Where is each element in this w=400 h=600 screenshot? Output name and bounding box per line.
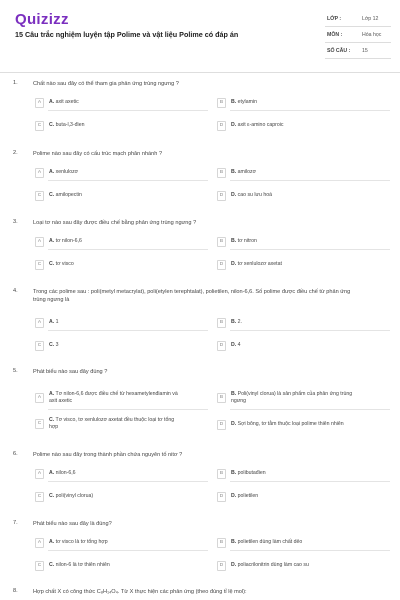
option-letter: B. (231, 169, 237, 175)
option-box[interactable]: B (217, 469, 226, 479)
option-box[interactable]: A (35, 469, 44, 479)
question-text: Hợp chất X có công thức C₈H₁₄O₄. Từ X thực hiện các phản ứng (theo đúng tỉ lệ mol): (33, 589, 247, 595)
option-box[interactable]: D (217, 420, 226, 430)
option-letter: A. (49, 319, 55, 325)
option-box[interactable]: D (217, 191, 226, 201)
question-number: 6. (13, 451, 18, 457)
question-number: 5. (13, 368, 18, 374)
option-letter: D. (231, 192, 237, 198)
question-number: 7. (13, 520, 18, 526)
option-box[interactable]: B (217, 318, 226, 328)
question-text: Trong các polime sau : poli(metyl metacrylat), poli(etylen terephtalat), polietilen, nilon-6,6. Số polime được điều chế từ phản ứng trùng ngưng là (33, 289, 351, 303)
option-letter: A. (49, 99, 55, 105)
option-text: Tơ nilon-6,6 được điều chế từ hexametylenđiamin và axit axetic (49, 391, 178, 404)
option-letter: A. (49, 470, 55, 476)
option-divider (230, 330, 390, 331)
document-title: 15 Câu trắc nghiệm luyện tập Polime và vật liệu Polime có đáp án (15, 30, 239, 39)
question-number: 8. (13, 588, 18, 594)
option-text: 3 (55, 342, 59, 348)
grade-label: LỚP : (327, 16, 342, 22)
option-letter: B. (231, 319, 237, 325)
option-text: amilozơ (237, 169, 257, 175)
option-letter: B. (231, 99, 237, 105)
option-text: Sợi bông, tơ tằm thuộc loại polime thiên nhiên (237, 421, 344, 427)
option-letter: D. (231, 342, 237, 348)
option-box[interactable]: A (35, 538, 44, 548)
option-text: Tơ visco, tơ xenlulozơ axetat đều thuộc loại tơ tổng hợp (49, 417, 175, 430)
option-text: etylamin (237, 99, 257, 105)
option-box[interactable]: C (35, 419, 44, 429)
option-letter: C. (49, 192, 55, 198)
option-text: axit ε-amino caproic (237, 122, 284, 128)
option-box[interactable]: C (35, 121, 44, 131)
option-divider (48, 180, 208, 181)
question-number: 3. (13, 219, 18, 225)
option-box[interactable]: A (35, 393, 44, 403)
subject-label: MÔN : (327, 32, 343, 38)
question-count-label: SỐ CÂU : (327, 48, 351, 54)
option-divider (230, 110, 390, 111)
option-divider (48, 481, 208, 482)
option-divider (48, 110, 208, 111)
option-text: 4 (237, 342, 241, 348)
option-divider (48, 550, 208, 551)
option-letter: B. (231, 391, 237, 397)
option-divider (230, 481, 390, 482)
option-box[interactable]: C (35, 260, 44, 270)
subject-row (325, 28, 391, 43)
option-text: tơ nilon-6,6 (55, 238, 82, 244)
option-letter: C. (49, 342, 55, 348)
option-box[interactable]: C (35, 341, 44, 351)
option-box[interactable]: D (217, 561, 226, 571)
question-number: 1. (13, 80, 18, 86)
option-box[interactable]: C (35, 492, 44, 502)
option-letter: D. (231, 421, 237, 427)
option-letter: A. (49, 539, 55, 545)
option-box[interactable]: D (217, 260, 226, 270)
question-number: 2. (13, 150, 18, 156)
option-letter: A. (49, 169, 55, 175)
option-divider (230, 180, 390, 181)
option-letter: A. (49, 238, 55, 244)
option-letter: C. (49, 261, 55, 267)
option-divider (230, 409, 390, 410)
option-divider (48, 409, 208, 410)
option-text: poliacrilonitrin dùng làm cao su (237, 562, 309, 568)
option-text: polietilen dùng làm chất dẻo (237, 539, 303, 545)
option-box[interactable]: B (217, 168, 226, 178)
option-text: nilon-6 là tơ thiên nhiên (55, 562, 110, 568)
option-text: Poli(vinyl clorua) là sản phẩm của phản ứng trùng ngưng (231, 391, 353, 404)
option-text: tơ nitron (237, 238, 257, 244)
grade-value: Lớp 12 (362, 16, 379, 22)
option-text: nilon-6,6 (55, 470, 76, 476)
option-letter: C. (49, 122, 55, 128)
option-text: axit axetic (55, 99, 79, 105)
option-text: 2. (237, 319, 242, 325)
option-letter: C. (49, 562, 55, 568)
option-letter: C. (49, 417, 55, 423)
option-letter: B. (231, 539, 237, 545)
option-text: buta-l,3-đien (55, 122, 85, 128)
option-box[interactable]: A (35, 237, 44, 247)
option-box[interactable]: B (217, 98, 226, 108)
option-text: amilopectin (55, 192, 82, 198)
question-text: Phát biểu nào sau đây đúng ? (33, 369, 108, 375)
subject-value: Hóa học (362, 32, 382, 38)
question-text: Loại tơ nào sau đây được điều chế bằng phản ứng trùng ngưng ? (33, 220, 197, 226)
option-box[interactable]: A (35, 98, 44, 108)
option-text: xenlulozơ (55, 169, 79, 175)
option-letter: D. (231, 493, 237, 499)
question-text: Polime nào sau đây có cấu trúc mạch phân nhánh ? (33, 151, 163, 157)
quizizz-logo: Quizizz (15, 11, 69, 28)
question-text: Phát biểu nào sau đây là đúng? (33, 521, 112, 527)
option-letter: D. (231, 122, 237, 128)
option-box[interactable]: B (217, 538, 226, 548)
option-box[interactable]: B (217, 393, 226, 403)
option-divider (230, 249, 390, 250)
option-box[interactable]: A (35, 318, 44, 328)
option-text: tơ visco (55, 261, 74, 267)
option-divider (230, 550, 390, 551)
grade-row (325, 12, 391, 27)
question-number: 4. (13, 288, 18, 294)
option-box[interactable]: B (217, 237, 226, 247)
header-divider (0, 72, 400, 73)
option-text: polibutađien (237, 470, 266, 476)
option-box[interactable]: A (35, 168, 44, 178)
option-letter: C. (49, 493, 55, 499)
option-letter: D. (231, 562, 237, 568)
option-divider (48, 249, 208, 250)
option-letter: B. (231, 470, 237, 476)
option-text: cao su lưu hoá (237, 192, 272, 198)
option-divider (48, 330, 208, 331)
option-box[interactable]: D (217, 492, 226, 502)
option-letter: A. (49, 391, 55, 397)
document-header (0, 0, 400, 72)
option-text: tơ xenlulozơ axetat (237, 261, 282, 267)
option-text: polietilen (237, 493, 259, 499)
question-text: Polime nào sau đây trong thành phần chứa nguyên tố nitơ ? (33, 452, 183, 458)
option-text: poli(vinyl clorua) (55, 493, 94, 499)
option-letter: D. (231, 261, 237, 267)
question-count-row (325, 44, 391, 59)
option-box[interactable]: D (217, 121, 226, 131)
option-box[interactable]: C (35, 191, 44, 201)
question-count-value: 15 (362, 48, 368, 54)
option-box[interactable]: C (35, 561, 44, 571)
question-text: Chất nào sau đây có thể tham gia phản ứng trùng ngưng ? (33, 81, 179, 87)
option-text: 1 (55, 319, 59, 325)
option-letter: B. (231, 238, 237, 244)
option-text: tơ visco là tơ tổng hợp (55, 539, 108, 545)
option-box[interactable]: D (217, 341, 226, 351)
